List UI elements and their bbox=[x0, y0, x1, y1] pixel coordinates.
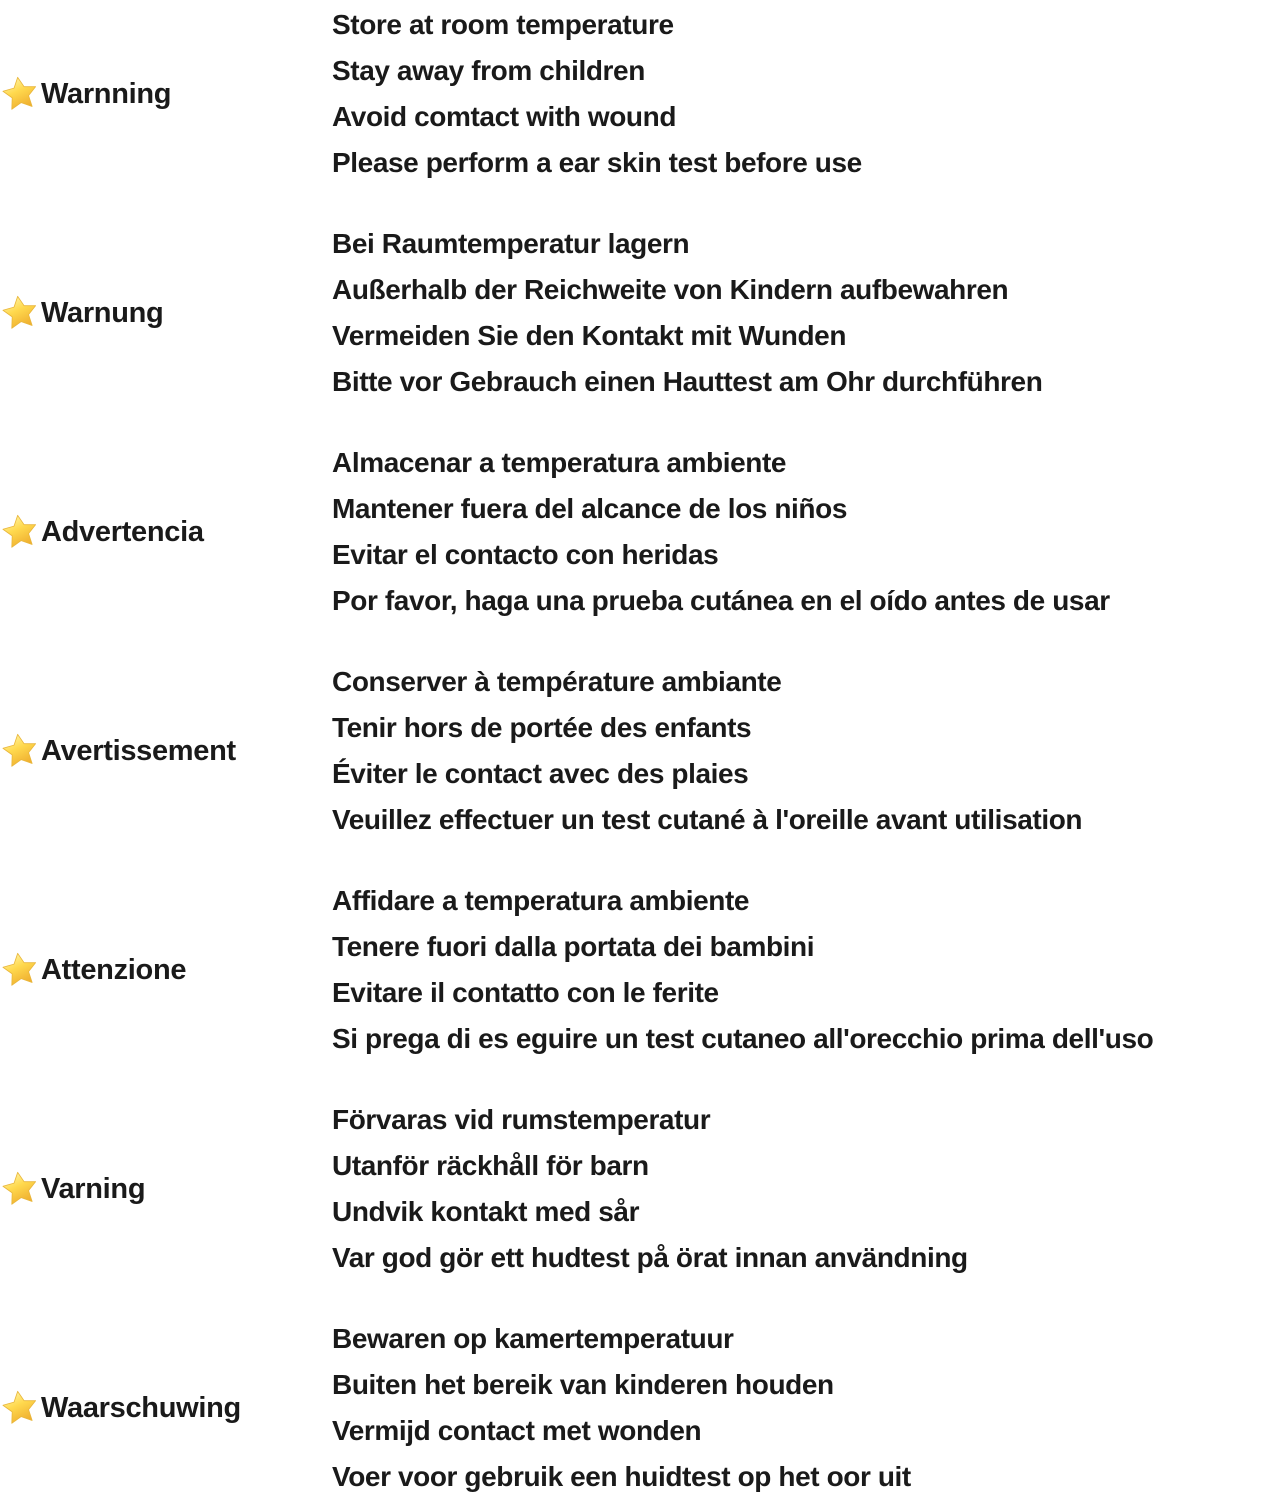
warning-line: Conserver à température ambiante bbox=[332, 666, 782, 697]
warning-line: Vermeiden Sie den Kontakt mit Wunden bbox=[332, 320, 847, 351]
warning-label-group bbox=[0, 440, 332, 624]
warning-section bbox=[0, 659, 1282, 843]
warning-label: Attenzione bbox=[41, 953, 187, 986]
warning-label-group bbox=[0, 1097, 332, 1281]
warning-line: Evitar el contacto con heridas bbox=[332, 539, 719, 570]
warning-line: Stay away from children bbox=[332, 55, 645, 86]
warning-line: Please perform a ear skin test before use bbox=[332, 147, 862, 178]
warning-section bbox=[0, 221, 1282, 405]
warning-label-row bbox=[0, 512, 204, 552]
warning-label: Advertencia bbox=[41, 515, 204, 548]
warning-section bbox=[0, 2, 1282, 186]
warning-label: Varning bbox=[41, 1172, 146, 1205]
warning-lines bbox=[332, 659, 1282, 843]
warning-section bbox=[0, 878, 1282, 1062]
warning-section bbox=[0, 440, 1282, 624]
warning-label: Avertissement bbox=[41, 734, 236, 767]
warning-lines bbox=[332, 1316, 1282, 1500]
star-icon bbox=[0, 509, 43, 554]
warning-lines bbox=[332, 221, 1282, 405]
warning-label-group bbox=[0, 2, 332, 186]
warning-line: Voer voor gebruik een huidtest op het oor uit bbox=[332, 1461, 911, 1492]
warning-line: Evitare il contatto con le ferite bbox=[332, 977, 719, 1008]
warning-label-group bbox=[0, 221, 332, 405]
warning-label-row bbox=[0, 731, 236, 771]
warning-line: Bei Raumtemperatur lagern bbox=[332, 228, 690, 259]
warning-line: Utanför räckhåll för barn bbox=[332, 1150, 649, 1181]
star-icon bbox=[0, 1166, 43, 1211]
warning-line: Bitte vor Gebrauch einen Hauttest am Ohr durchführen bbox=[332, 366, 1043, 397]
warning-line: Store at room temperature bbox=[332, 9, 674, 40]
warning-line: Mantener fuera del alcance de los niños bbox=[332, 493, 848, 524]
warning-line: Si prega di es eguire un test cutaneo all'orecchio prima dell'uso bbox=[332, 1023, 1154, 1054]
warning-label-row bbox=[0, 1169, 145, 1209]
warning-line: Bewaren op kamertemperatuur bbox=[332, 1323, 734, 1354]
warning-label-row bbox=[0, 1388, 241, 1428]
warning-line: Éviter le contact avec des plaies bbox=[332, 758, 749, 789]
star-icon bbox=[0, 728, 43, 773]
warning-line: Por favor, haga una prueba cutánea en el oído antes de usar bbox=[332, 585, 1110, 616]
star-icon bbox=[0, 947, 43, 992]
star-icon bbox=[0, 71, 43, 116]
warning-line: Tenir hors de portée des enfants bbox=[332, 712, 752, 743]
warning-line: Buiten het bereik van kinderen houden bbox=[332, 1369, 834, 1400]
warning-lines bbox=[332, 1097, 1282, 1281]
star-icon bbox=[0, 1385, 43, 1430]
warning-label-group bbox=[0, 659, 332, 843]
warning-label: Warnning bbox=[41, 77, 172, 110]
warning-label-row bbox=[0, 293, 163, 333]
warning-label-row bbox=[0, 74, 171, 114]
warning-section bbox=[0, 1097, 1282, 1281]
warning-line: Avoid comtact with wound bbox=[332, 101, 677, 132]
warning-line: Var god gör ett hudtest på örat innan användning bbox=[332, 1242, 968, 1273]
warning-lines bbox=[332, 2, 1282, 186]
star-icon bbox=[0, 290, 43, 335]
warning-lines bbox=[332, 440, 1282, 624]
warning-line: Undvik kontakt med sår bbox=[332, 1196, 640, 1227]
warning-line: Förvaras vid rumstemperatur bbox=[332, 1104, 711, 1135]
warning-line: Tenere fuori dalla portata dei bambini bbox=[332, 931, 815, 962]
warning-label: Warnung bbox=[41, 296, 164, 329]
warning-label-row bbox=[0, 950, 186, 990]
warning-line: Affidare a temperatura ambiente bbox=[332, 885, 750, 916]
warning-lines bbox=[332, 878, 1282, 1062]
warning-label: Waarschuwing bbox=[41, 1391, 241, 1424]
warning-label-group bbox=[0, 878, 332, 1062]
warning-label-group bbox=[0, 1316, 332, 1500]
warning-section bbox=[0, 1316, 1282, 1500]
warning-line: Almacenar a temperatura ambiente bbox=[332, 447, 787, 478]
warning-line: Veuillez effectuer un test cutané à l'oreille avant utilisation bbox=[332, 804, 1083, 835]
warning-line: Vermijd contact met wonden bbox=[332, 1415, 702, 1446]
warning-line: Außerhalb der Reichweite von Kindern aufbewahren bbox=[332, 274, 1009, 305]
